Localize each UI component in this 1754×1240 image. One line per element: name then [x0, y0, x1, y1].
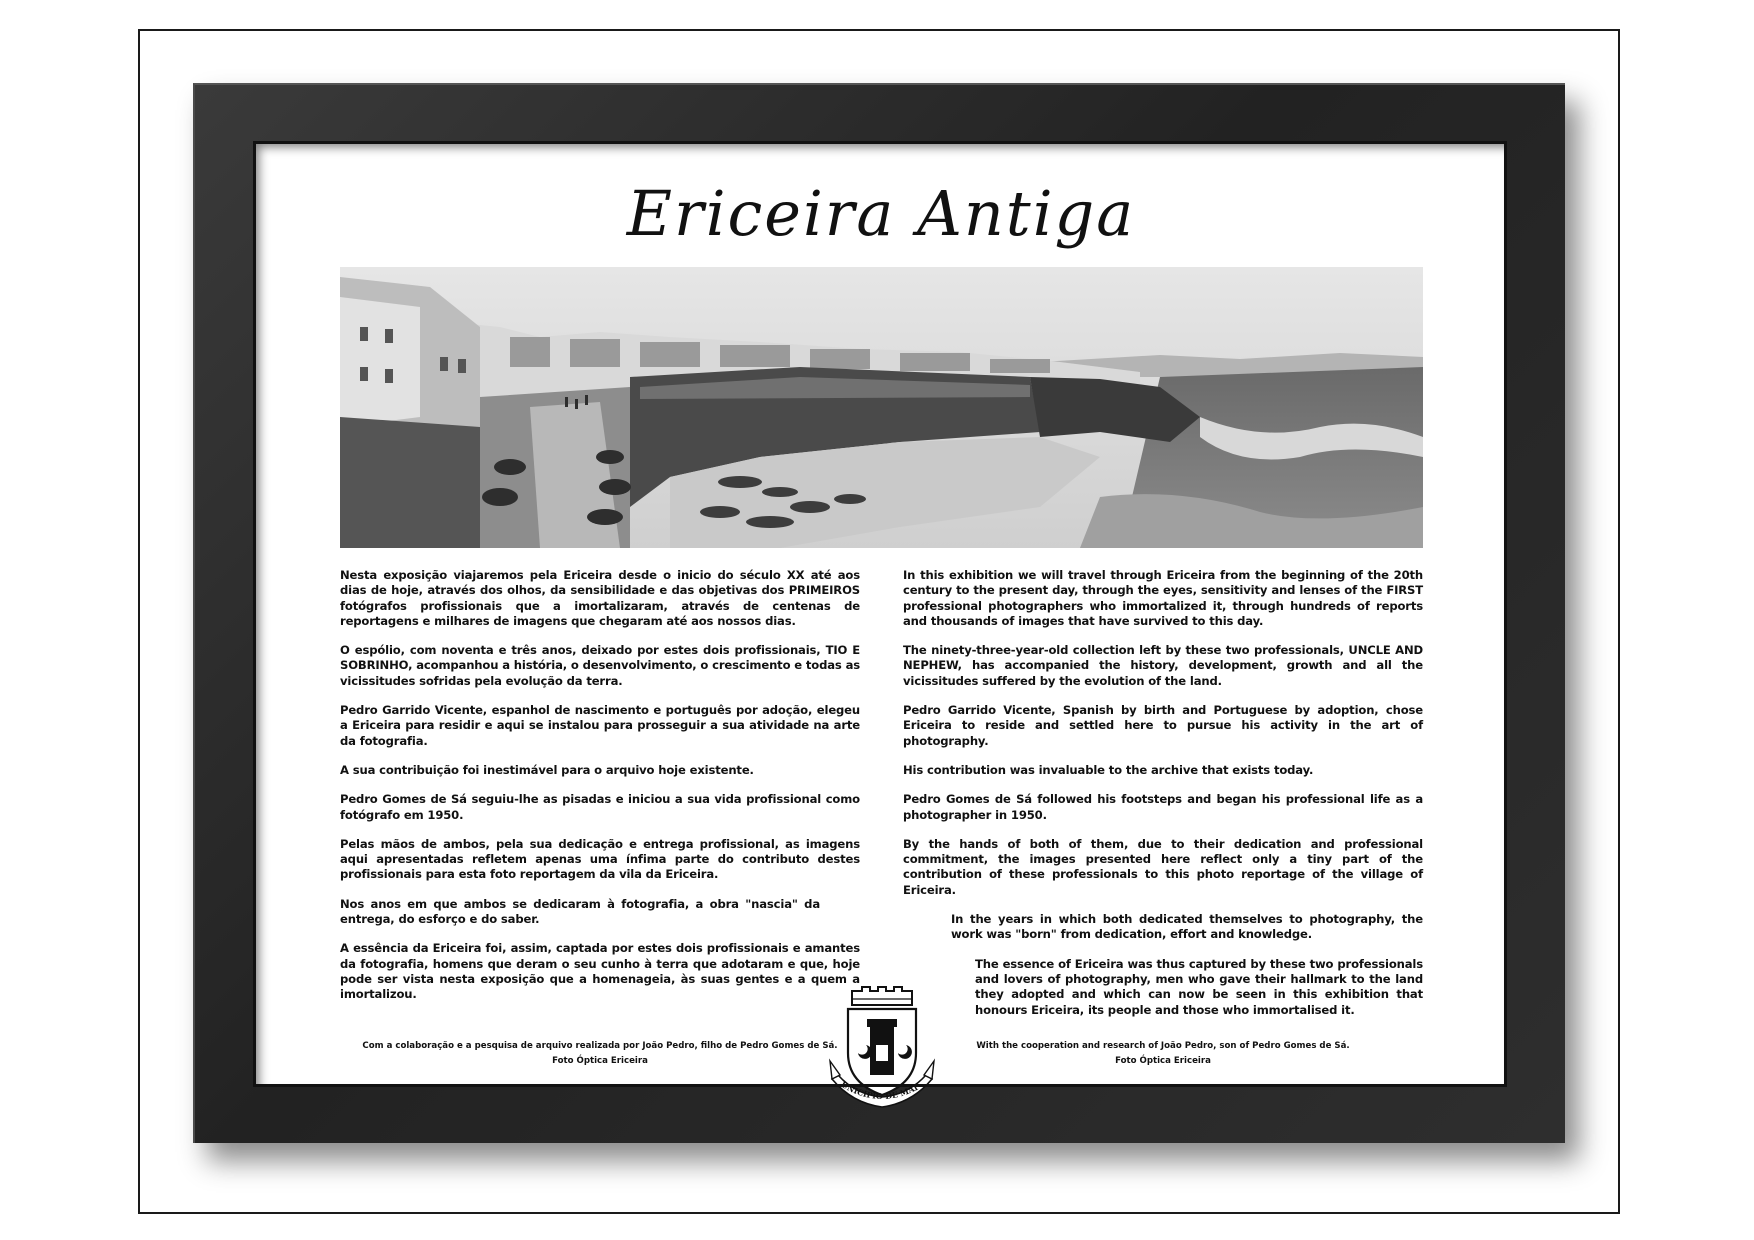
- poster: [255, 143, 1507, 1102]
- crest-label: UNICÍPIO DE MAF: [839, 1079, 922, 1102]
- credit-line: Com a colaboração e a pesquisa de arquivo realizada por João Pedro, filho de Pedro Gomes de Sá.: [362, 1041, 838, 1051]
- paragraph: Pedro Gomes de Sá seguiu-lhe as pisadas e iniciou a sua vida profissional como fotógrafo em 1950.: [340, 792, 860, 822]
- paragraph: O espólio, com noventa e três anos, deixado por estes dois profissionais, TIO E SOBRINHO, acompanhou a história, o desenvolvimento, o crescimento e todas as vicissitudes sofridas pela evolução da terra.: [340, 643, 860, 688]
- paragraph: His contribution was invaluable to the archive that exists today.: [903, 762, 1314, 777]
- paragraph: In the years in which both dedicated themselves to photography, the work was "born" from dedication, effort and knowledge.: [951, 912, 1423, 942]
- english-credit: [903, 1039, 1423, 1069]
- paragraph: Pedro Gomes de Sá followed his footsteps and began his professional life as a photographer in 1950.: [903, 792, 1423, 822]
- paragraph: Nesta exposição viajaremos pela Ericeira desde o inicio do século XX até aos dias de hoje, através dos olhos, da sensibilidade e das objetivas dos PRIMEIROS fotógrafos profissionais que a imortalizaram, através de centenas de reportagens e milhares de imagens que chegaram até aos nossos dias.: [340, 568, 860, 628]
- crest-emblem: [822, 983, 942, 1113]
- paragraph: The ninety-three-year-old collection left by these two professionals, UNCLE AND NEPHEW, has accompanied the history, development, growth and all the vicissitudes suffered by the evolution of the land.: [903, 643, 1423, 688]
- paragraph: By the hands of both of them, due to their dedication and professional commitment, the images presented here reflect only a tiny part of the contribution of these professionals to this photo reportage of the village of Ericeira.: [903, 836, 1423, 897]
- panoramic-photo: [340, 267, 1423, 548]
- paragraph: Pedro Garrido Vicente, Spanish by birth and Portuguese by adoption, chose Ericeira to reside and settled here to pursue his activity in the art of photography.: [903, 703, 1423, 748]
- poster-title: Ericeira Antiga: [626, 177, 1136, 250]
- paragraph: A sua contribuição foi inestimável para o arquivo hoje existente.: [340, 762, 754, 777]
- paragraph: Nos anos em que ambos se dedicaram à fotografia, a obra "nascia" da entrega, do esforço e do saber.: [340, 896, 820, 927]
- municipality-crest-icon: [822, 983, 942, 1113]
- paragraph: The essence of Ericeira was thus captured by these two professionals and lovers of photography, men who gave their hallmark to the land they adopted and which can now be seen in this exhibition that honours Ericeira, its people and those who immortalised it.: [975, 956, 1423, 1017]
- portuguese-text: [340, 568, 860, 1017]
- paragraph: Pedro Garrido Vicente, espanhol de nascimento e português por adoção, elegeu a Ericeira para residir e aqui se instalou para prosseguir a sua atividade na arte da fotografia.: [340, 703, 860, 748]
- english-text: [903, 568, 1423, 1032]
- picture-frame: [193, 83, 1565, 1143]
- credit-line: Foto Óptica Ericeira: [552, 1056, 648, 1066]
- ericeira-panorama-image: [340, 267, 1423, 548]
- paragraph: In this exhibition we will travel through Ericeira from the beginning of the 20th century to the present day, through the eyes, sensitivity and lenses of the FIRST professional photographers who immortalized it, through hundreds of reports and thousands of images that have survived to this day.: [903, 568, 1423, 628]
- paragraph: A essência da Ericeira foi, assim, captada por estes dois profissionais e amantes da fotografia, homens que deram o seu cunho à terra que adotaram e que, hoje pode ser vista nesta exposição que a homenageia, às suas gentes e a quem a imortalizou.: [340, 941, 860, 1002]
- credit-line: With the cooperation and research of João Pedro, son of Pedro Gomes de Sá.: [976, 1041, 1350, 1051]
- portuguese-credit: [340, 1039, 860, 1069]
- paragraph: Pelas mãos de ambos, pela sua dedicação e entrega profissional, as imagens aqui apresentadas refletem apenas uma ínfima parte do contributo destes profissionais para esta foto reportagem da vila da Ericeira.: [340, 836, 860, 882]
- credit-line: Foto Óptica Ericeira: [1115, 1056, 1211, 1066]
